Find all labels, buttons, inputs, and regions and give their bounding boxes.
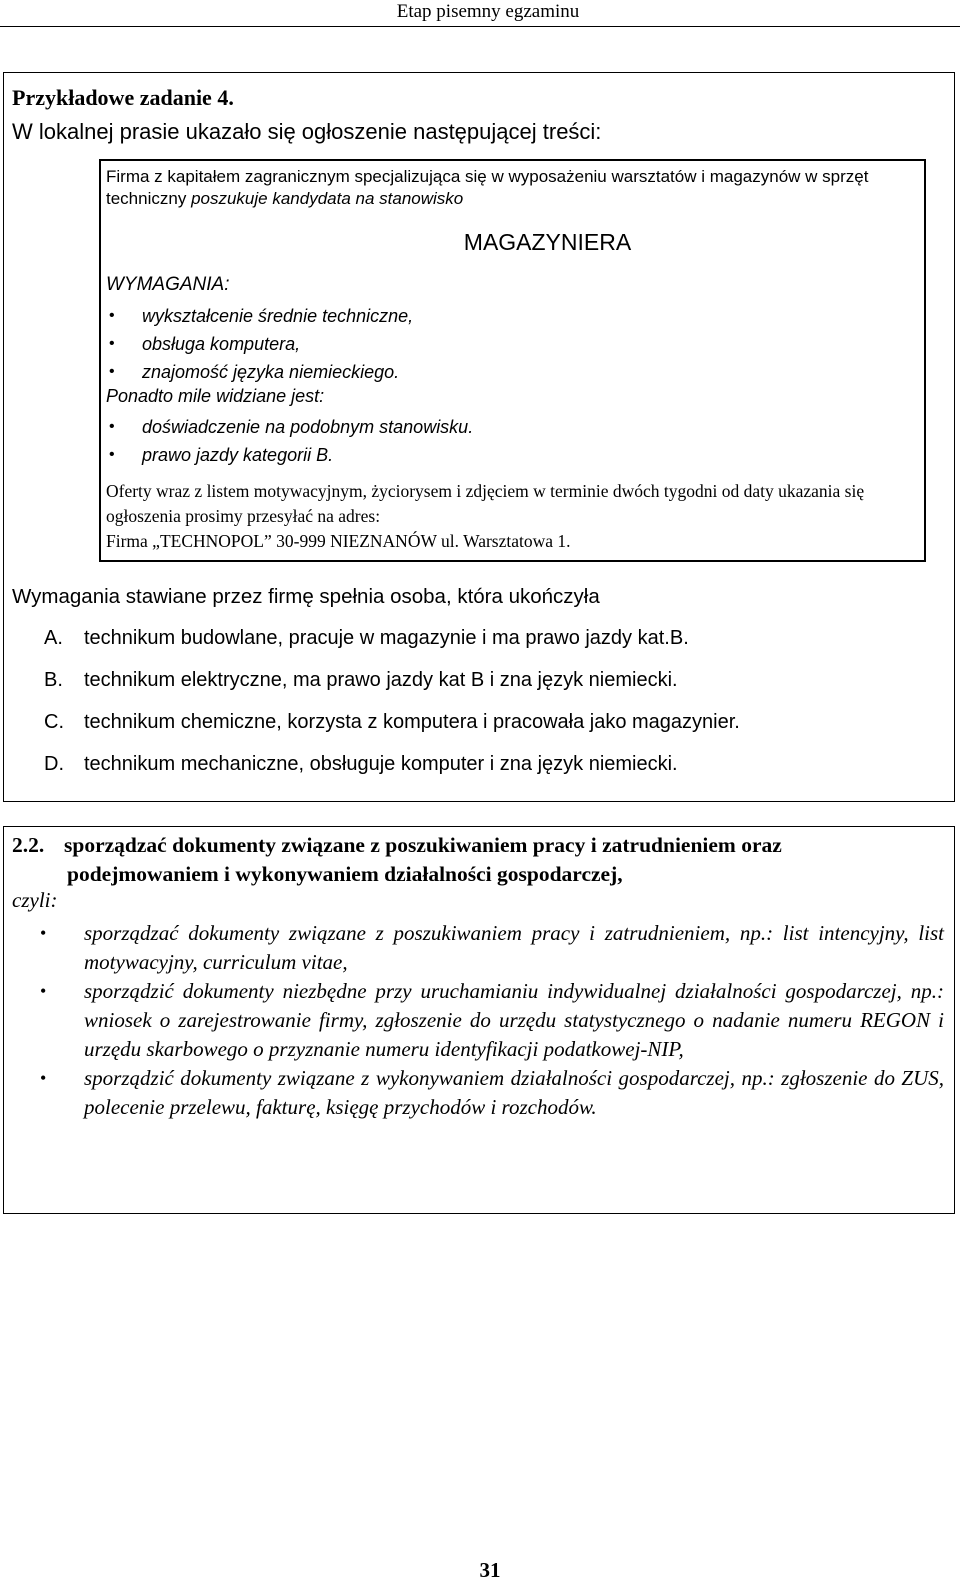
ad-offer: Oferty wraz z listem motywacyjnym, życiorysem i zdjęciem w terminie dwóch tygodni od daty ukazania się ogłoszenia prosimy przesyłać na adres:: [106, 481, 865, 526]
list-item: • sporządzać dokumenty związane z poszukiwaniem pracy i zatrudnieniem, np.: list intencyjny, list motywacyjny, curriculum vitae,: [4, 919, 944, 977]
requirement-section-box: [3, 826, 955, 1214]
list-item: • doświadczenie na podobnym stanowisku.: [106, 413, 473, 441]
header-title: Etap pisemny egzaminu: [396, 1, 580, 22]
option-letter: A.: [44, 627, 63, 649]
section-number: 2.2.: [12, 833, 45, 857]
section-heading-line1: sporządzać dokumenty związane z poszukiwaniem pracy i zatrudnieniem oraz: [64, 833, 782, 857]
example-task-box: [3, 72, 955, 802]
section-heading-line2: podejmowaniem i wykonywaniem działalności gospodarczej,: [67, 862, 623, 886]
answer-option-c: [44, 701, 740, 743]
question-text: Wymagania stawiane przez firmę spełnia osoba, która ukończyła: [12, 585, 600, 608]
option-text: technikum budowlane, pracuje w magazynie i ma prawo jazdy kat.B.: [84, 627, 689, 649]
list-item: • obsługa komputera,: [106, 330, 413, 358]
ad-position-title: MAGAZYNIERA: [463, 229, 632, 255]
section-heading: [12, 831, 948, 889]
ad-address: Firma „TECHNOPOL” 30-999 NIEZNANÓW ul. Warsztatowa 1.: [106, 531, 571, 551]
answer-option-a: [44, 617, 740, 659]
ad-extra-heading: Ponadto mile widziane jest:: [106, 386, 325, 406]
ad-requirements-heading: WYMAGANIA:: [106, 274, 230, 295]
job-advertisement: [99, 159, 926, 562]
list-item: • prawo jazdy kategorii B.: [106, 441, 473, 469]
header-divider: [0, 26, 960, 27]
list-item: • znajomość języka niemieckiego.: [106, 358, 413, 386]
ad-extras-list: [106, 413, 473, 469]
page-number: 31: [479, 1558, 501, 1582]
list-item: • sporządzić dokumenty niezbędne przy uruchamianiu indywidualnej działalności gospodarczej, np.: wniosek o zarejestrowanie firmy, zgłoszenie do urzędu statystycznego o nadanie numeru REGON i urzędu skarbowego o przyznanie numeru identyfikacji podatkowej-NIP,: [4, 977, 944, 1064]
list-item: • sporządzić dokumenty związane z wykonywaniem działalności gospodarczej, np.: zgłoszenie do ZUS, polecenie przelewu, fakturę, księgę przychodów i rozchodów.: [4, 1064, 944, 1122]
option-text: technikum chemiczne, korzysta z komputera i pracowała jako magazynier.: [84, 711, 740, 733]
ad-offer-text: [106, 479, 918, 554]
example-title: Przykładowe zadanie 4.: [12, 85, 234, 110]
example-intro: W lokalnej prasie ukazało się ogłoszenie następującej treści:: [12, 119, 602, 144]
option-letter: C.: [44, 711, 64, 733]
option-text: technikum mechaniczne, obsługuje komputer i zna język niemiecki.: [84, 753, 678, 775]
option-text: technikum elektryczne, ma prawo jazdy kat B i zna język niemiecki.: [84, 669, 678, 691]
answer-option-d: [44, 743, 740, 785]
section-items-list: [4, 919, 944, 1122]
page-header: [0, 0, 960, 24]
section-czyli: czyli:: [12, 888, 58, 912]
option-letter: D.: [44, 753, 64, 775]
answer-options: [44, 617, 740, 785]
ad-firm-text: Firma z kapitałem zagranicznym specjalizująca się w wyposażeniu warsztatów i magazynów w sprzęt techniczny: [106, 167, 869, 208]
answer-option-b: [44, 659, 740, 701]
ad-firm-description: [106, 166, 914, 210]
ad-requirements-list: [106, 302, 413, 386]
option-letter: B.: [44, 669, 63, 691]
ad-firm-seeking: poszukuje kandydata na stanowisko: [191, 189, 464, 208]
list-item: • wykształcenie średnie techniczne,: [106, 302, 413, 330]
